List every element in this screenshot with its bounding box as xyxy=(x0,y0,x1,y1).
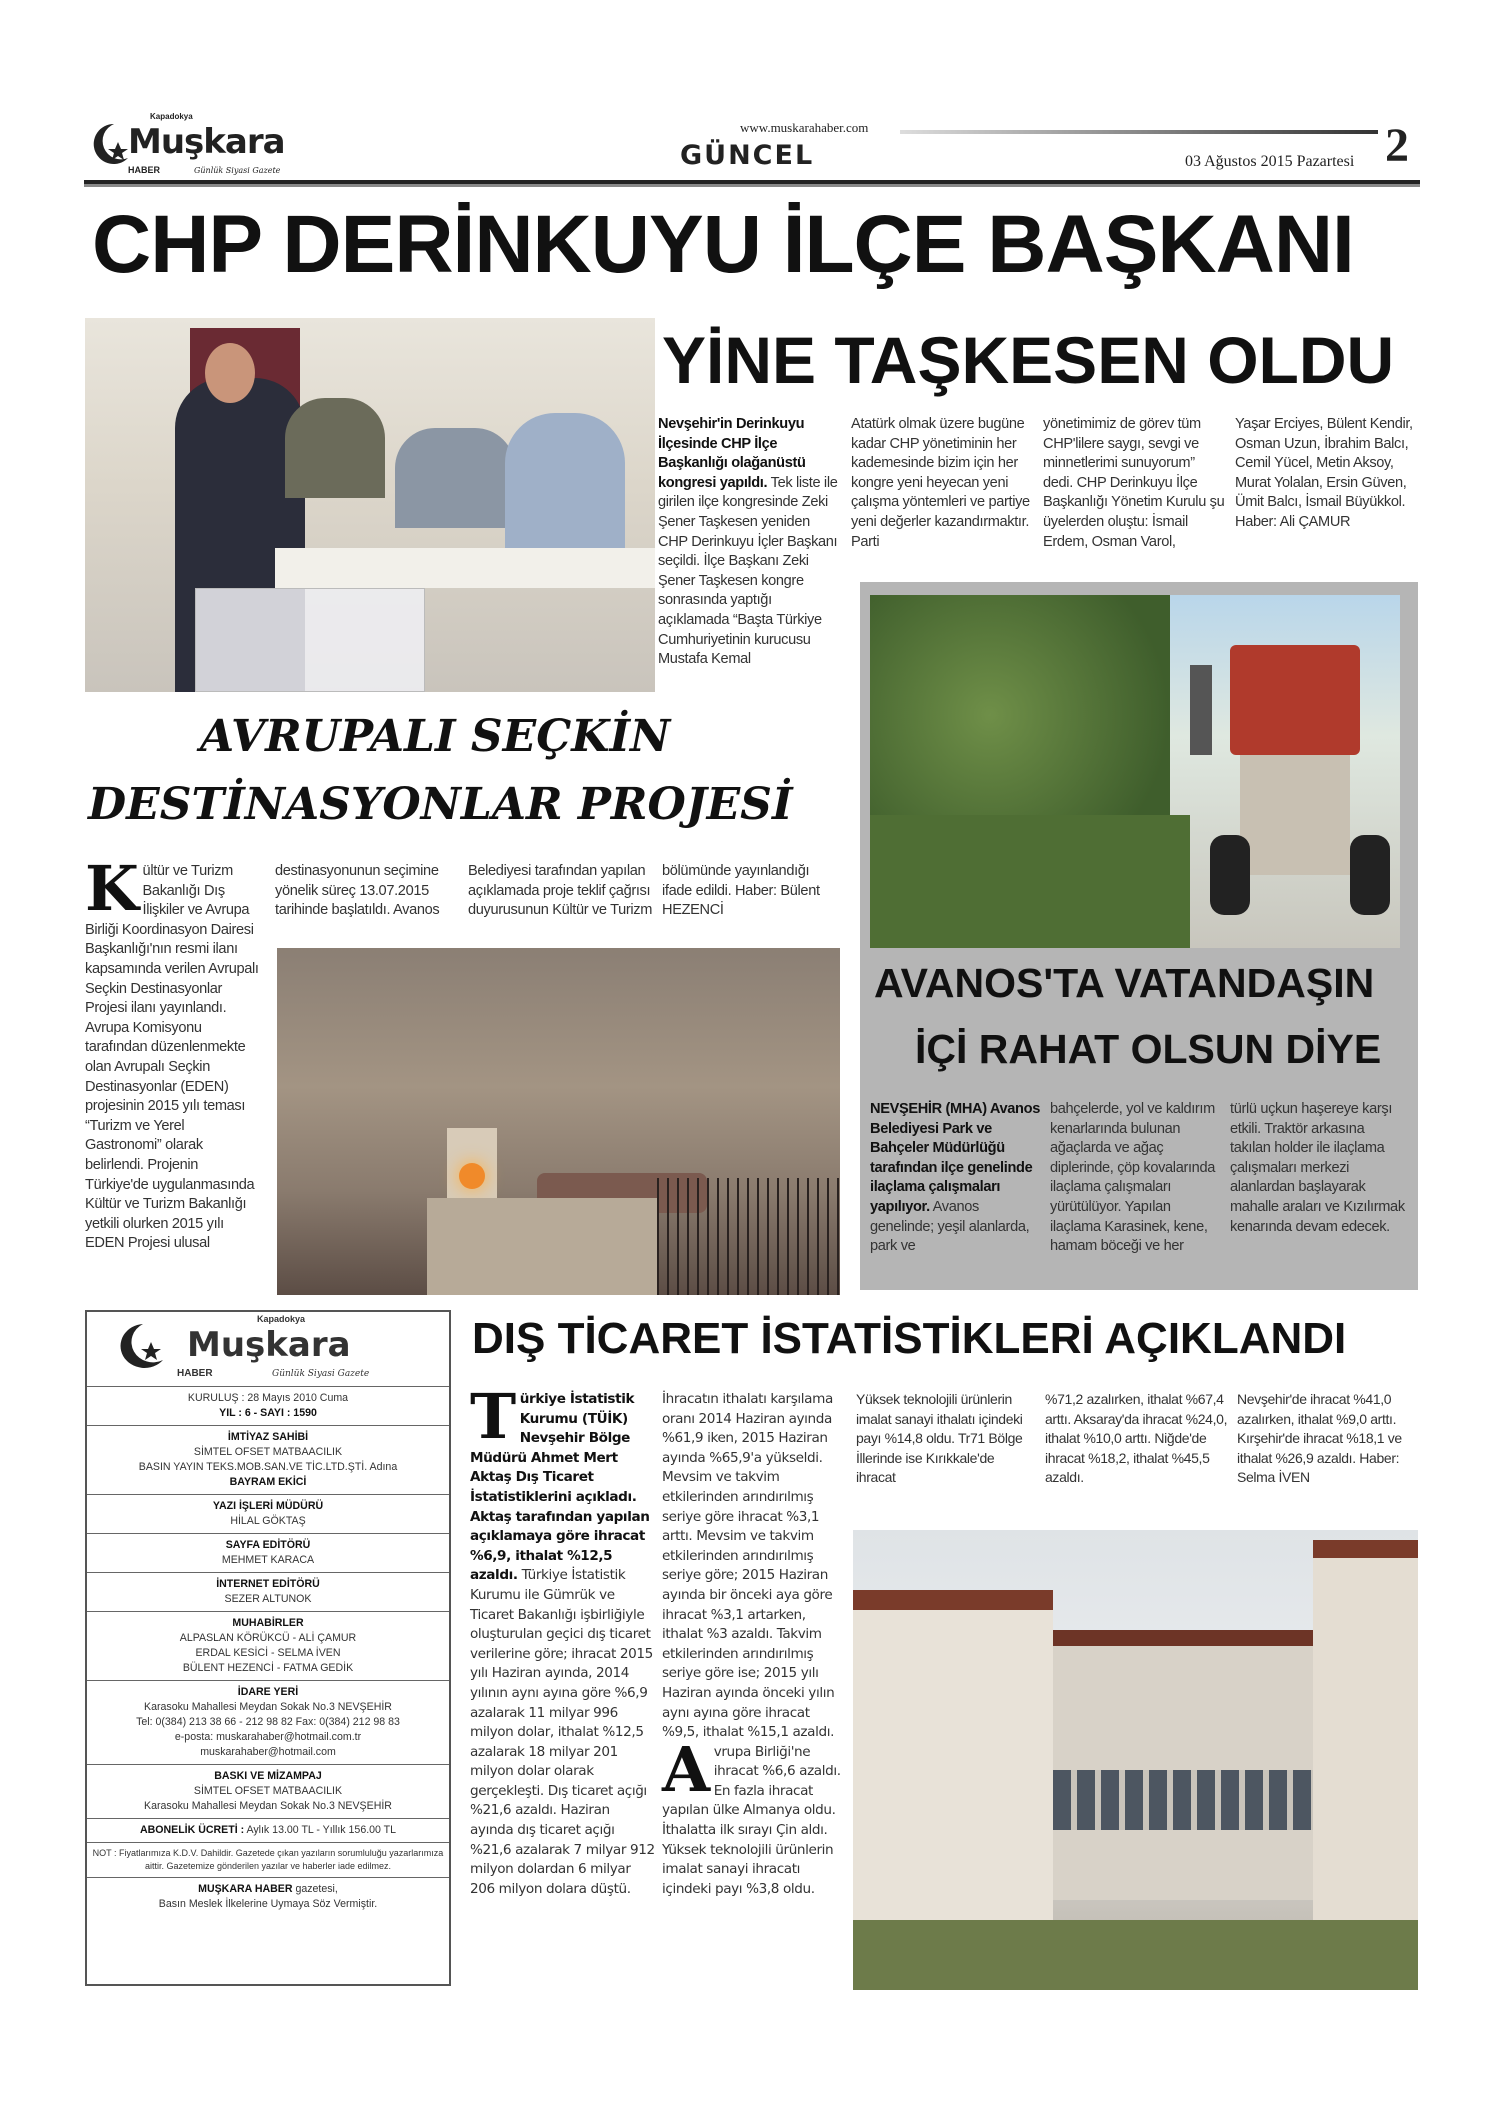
story4-lead: ürkiye İstatistik Kurumu (TÜİK) Nevşehir Bölge Müdürü Ahmet Mert Aktaş Dış Ticaret İstatistiklerini açıkladı. Aktaş tarafından yapılan açıklamaya göre ihracat %6,9, ithalat %12,5 azaldı. xyxy=(470,1391,650,1584)
page-number: 2 xyxy=(1385,119,1409,172)
story4-text: vrupa Birliği'ne ihracat %6,6 azaldı. En fazla ihracat yapılan ülke Almanya oldu. İthalatta ilk sırayı Çin aldı. Yüksek teknolojili ürünlerin imalat sanayi ihracatı içindeki payı %3,8 oldu. xyxy=(662,1743,841,1897)
line: ALPASLAN KÖRÜKCÜ - ALİ ÇAMUR xyxy=(179,1632,357,1644)
masthead-note: NOT : Fiyatlarımıza K.D.V. Dahildir. Gazetede çıkan yazıların sorumluluğu yazarlarımıza aittir. Gazetemize gönderilen yazılar ve haberler iade edilmez. xyxy=(87,1842,449,1877)
story1-col1 xyxy=(658,415,841,670)
story3-col3: türlü uçkun haşereye karşı etkili. Traktör arkasına takılan holder ile ilaçlama çalışmaları merkezi alanlardan başlayarak mahalle araları ve Kızılırmak kenarında devam edecek. xyxy=(1230,1101,1405,1235)
story3-col1 xyxy=(870,1100,1045,1257)
founded: KURULUŞ : 28 Mayıs 2010 Cuma xyxy=(187,1392,349,1404)
story2-col1 xyxy=(85,852,262,1254)
masthead-box xyxy=(85,1310,451,1986)
section-title: YAZI İŞLERİ MÜDÜRÜ xyxy=(212,1500,324,1512)
story1-text: Tek liste ile girilen ilçe kongresinde Zeki Şener Taşkesen yeniden CHP Derinkuyu İçler Başkanı seçildi. İlçe Başkanı Zeki Şener Taşkesen kongre sonrasında yaptığı açıklamada “Başta Türkiye Cumhuriyetinin kurucusu Mustafa Kemal xyxy=(658,474,838,668)
footer-name: MUŞKARA HABER xyxy=(198,1883,293,1895)
story1-col3: yönetimimiz de görev tüm CHP'lilere saygı, sevgi ve minnetlerimi sunuyorum” dedi. CHP Derinkuyu İlçe Başkanlığı Yönetim Kurulu şu üyelerden oluştu: İsmail Erdem, Osman Varol, xyxy=(1043,416,1225,550)
website-link[interactable]: www.muskarahaber.com xyxy=(740,120,869,135)
line: SEZER ALTUNOK xyxy=(224,1593,312,1605)
story3-photo-tractor xyxy=(870,595,1400,948)
crescent-star-icon xyxy=(107,1320,167,1370)
story2-col3: Belediyesi tarafından yapılan açıklamada proje teklif çağrısı duyurusunun Kültür ve Turizm xyxy=(468,863,653,919)
story3-lead: NEVŞEHİR (MHA) Avanos Belediyesi Park ve Bahçeler Müdürlüğü tarafından ilçe genelinde ilaçlama çalışmaları yapılıyor. xyxy=(870,1101,1040,1215)
crescent-star-icon xyxy=(84,118,134,168)
section-title: İMTİYAZ SAHİBİ xyxy=(227,1431,309,1443)
owner-name: BAYRAM EKİCİ xyxy=(229,1476,307,1488)
line: BÜLENT HEZENCİ - FATMA GEDİK xyxy=(182,1662,354,1674)
story1-col4: Yaşar Erciyes, Bülent Kendir, Osman Uzun, İbrahim Balcı, Cemil Yücel, Metin Aksoy, Murat Yolalan, Ersin Güven, Ümit Balcı, İsmail Büyükkol. Haber: Ali ÇAMUR xyxy=(1235,416,1413,530)
masthead-logo-box xyxy=(87,1312,449,1386)
issue-date: 03 Ağustos 2015 Pazartesi xyxy=(1185,153,1355,170)
story3-headline-line2: İÇİ RAHAT OLSUN DİYE xyxy=(915,1026,1382,1072)
issue: YIL : 6 - SAYI : 1590 xyxy=(219,1407,317,1419)
story4-col4: %71,2 azalırken, ithalat %67,4 arttı. Aksaray'da ihracat %24,0, ithalat %10,0 arttı. Niğde'de ihracat %18,2, ithalat %45,5 azaldı. xyxy=(1045,1391,1228,1486)
logo-haber: HABER xyxy=(128,165,161,175)
line: Tel: 0(384) 213 38 66 - 212 98 82 Fax: 0(384) 212 98 83 xyxy=(136,1716,400,1728)
story1-lead: Nevşehir'in Derinkuyu İlçesinde CHP İlçe Başkanlığı olağanüstü kongresi yapıldı. xyxy=(658,416,806,491)
story4-col1 xyxy=(470,1380,656,1899)
story2-col2: destinasyonunun seçimine yönelik süreç 13.07.2015 tarihinde başlatıldı. Avanos xyxy=(275,863,440,919)
logo-kapadokya: Kapadokya xyxy=(150,112,193,121)
line: Karasoku Mahallesi Meydan Sokak No.3 NEVŞEHİR xyxy=(144,1701,392,1713)
story4-col3: Yüksek teknolojili ürünlerin imalat sanayi ithalatı içindeki payı %14,8 oldu. Tr71 Bölge İllerinde ise Kırıkkale'de ihracat xyxy=(856,1391,1023,1486)
line: SİMTEL OFSET MATBAACILIK xyxy=(193,1446,343,1458)
masthead-logo-small: Kapadokya xyxy=(257,1314,306,1324)
logo-muskara: Muşkara xyxy=(128,122,285,162)
story4-text: İhracatın ithalatı karşılama oranı 2014 Haziran ayında %61,9 iken, 2015 Haziran ayında %65,9'a yükseldi. Mevsim ve takvim etkilerinden arındırılmış seriye göre ihracat %3,1 arttı. Mevsim ve takvim etkilerinden arındırılmış seriye göre; 2015 Haziran ayında bir önceki aya göre ihracat %3,1 artarken, ithalat %3 azaldı. Takvim etkilerinden arındırılmış seriye göre ise; 2015 yılı Haziran ayında önceki yılın aynı ayına göre ihracat %9,5, ithalat %15,1 azaldı. xyxy=(662,1391,835,1741)
footer-text: gazetesi, xyxy=(292,1883,338,1895)
line: MEHMET KARACA xyxy=(221,1554,315,1566)
masthead-tagline: Günlük Siyasi Gazete xyxy=(272,1369,370,1379)
dropcap: K xyxy=(85,852,139,925)
story4-photo-building xyxy=(853,1530,1418,1990)
section-title: SAYFA EDİTÖRÜ xyxy=(225,1539,311,1551)
line: ERDAL KESİCİ - SELMA İVEN xyxy=(195,1647,341,1659)
story2-headline-line2: DESTİNASYONLAR PROJESİ xyxy=(88,779,793,830)
line: BASIN YAYIN TEKS.MOB.SAN.VE TİC.LTD.ŞTİ. Adına xyxy=(138,1461,398,1473)
line: Karasoku Mahallesi Meydan Sokak No.3 NEVŞEHİR xyxy=(144,1800,392,1812)
email-link[interactable]: muskarahaber@hotmail.com xyxy=(200,1746,336,1758)
header-divider xyxy=(84,180,1420,184)
story3-headline-line1: AVANOS'TA VATANDAŞIN xyxy=(874,960,1375,1006)
line: HİLAL GÖKTAŞ xyxy=(230,1515,306,1527)
dropcap: T xyxy=(470,1380,516,1453)
masthead-logo-main: Muşkara xyxy=(187,1325,351,1365)
header-rule xyxy=(900,130,1378,134)
dropcap: A xyxy=(662,1732,710,1806)
story1-photo-ballot xyxy=(85,318,655,692)
logo-tagline: Günlük Siyasi Gazete xyxy=(194,166,281,175)
section-title: İNTERNET EDİTÖRÜ xyxy=(216,1578,320,1590)
story2-text: ültür ve Turizm Bakanlığı Dış İlişkiler ve Avrupa Birliği Koordinasyon Dairesi Başkanlığı'nın resmi ilanı kapsamında verilen Avrupalı Seçkin Destinasyonlar Projesi ilanı yayınlandı. Avrupa Komisyonu tarafından düzenlenmekte olan Avrupalı Seçkin Destinasyonlar (EDEN) projesinin 2015 yılı teması “Turizm ve Yerel Gastronomi” olarak belirlendi. Projenin Türkiye'de uygulanmasında Kültür ve Turizm Bakanlığı yetkili olurken 2015 yılı EDEN Projesi ulusal xyxy=(85,863,259,1252)
story2-headline-line1: AVRUPALI SEÇKİN xyxy=(200,711,671,762)
section-title: MUHABİRLER xyxy=(232,1617,304,1629)
subscription-value: Aylık 13.00 TL - Yıllık 156.00 TL xyxy=(246,1824,397,1836)
story4-headline: DIŞ TİCARET İSTATİSTİKLERİ AÇIKLANDI xyxy=(472,1314,1347,1363)
story1-headline: CHP DERİNKUYU İLÇE BAŞKANI xyxy=(92,199,1354,290)
story4-text: Türkiye İstatistik Kurumu ile Gümrük ve Ticaret Bakanlığı işbirliğiyle oluşturulan geçici dış ticaret verilerine göre; ihracat 2015 yılı Haziran ayında, 2014 yılının aynı ayına göre %6,9 azalarak 11 milyar 996 milyon dolar, ithalat %12,5 azalarak 18 milyar 201 milyon dolar olarak gerçekleşti. Dış ticaret açığı %21,6 azaldı. Haziran ayında dış ticaret açığı %21,6 azalarak 7 milyar 912 milyon dolardan 6 milyar 206 milyon dolara düştü. xyxy=(470,1567,655,1897)
story4-col5: Nevşehir'de ihracat %41,0 azalırken, ithalat %9,0 arttı. Kırşehir'de ihracat %18,1 ve ithalat %26,9 azaldı. Haber: Selma İVEN xyxy=(1237,1391,1402,1486)
story2-col4: bölümünde yayınlandığı ifade edildi. Haber: Bülent HEZENCİ xyxy=(662,863,820,919)
story1-col2: Atatürk olmak üzere bugüne kadar CHP yönetiminin her kademesinde bizim için her kongre yeni heyecan yeni çalışma yöntemleri ve partiye yeni değerler kazandırmaktır. Parti xyxy=(851,416,1030,550)
section-title: İDARE YERİ xyxy=(237,1686,299,1698)
story4-col2 xyxy=(662,1390,848,1899)
subscription-label: ABONELİK ÜCRETİ : xyxy=(139,1824,245,1836)
email-link[interactable]: e-posta: muskarahaber@hotmail.com.tr xyxy=(174,1731,362,1743)
masthead-owner xyxy=(87,1425,449,1494)
line: SİMTEL OFSET MATBAACILIK xyxy=(193,1785,343,1797)
masthead-logo xyxy=(84,112,314,178)
story1-subheadline: YİNE TAŞKESEN OLDU xyxy=(662,323,1395,397)
masthead-logo-haber: HABER xyxy=(177,1368,213,1379)
footer-line2: Basın Meslek İlkelerine Uymaya Söz Vermiştir. xyxy=(158,1898,378,1910)
section-title: BASKI VE MİZAMPAJ xyxy=(214,1770,322,1782)
story3-text: Avanos genelinde; yeşil alanlarda, park ve xyxy=(870,1198,1030,1255)
story2-photo-cave-hotel xyxy=(277,948,840,1295)
story3-col2: bahçelerde, yol ve kaldırım kenarlarında bulunan ağaçlarda ve ağaç diplerinde, çöp kovalarında ilaçlama çalışmaları yürütülüyor. Yapılan ilaçlama Karasinek, kene, hamam böceği ve her xyxy=(1050,1101,1215,1255)
section-title: GÜNCEL xyxy=(680,140,815,171)
